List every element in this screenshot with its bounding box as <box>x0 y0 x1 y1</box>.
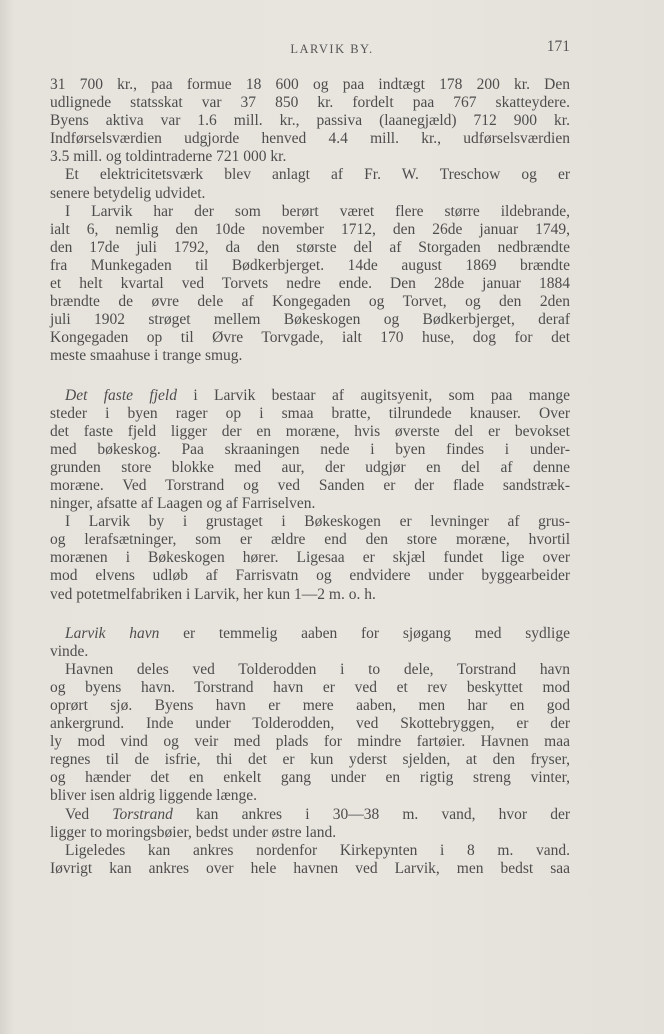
text-line: oprørt sjø. Byens havn er mere aaben, men har en god <box>50 697 570 714</box>
text-line: Indførselsværdien udgjorde henved 4.4 mill. kr., udførselsværdien <box>50 130 570 148</box>
paragraph <box>50 203 570 366</box>
text-line: brændte de øvre dele af Kongegaden og Torvet, og den 2den <box>50 293 570 311</box>
text-line: meste smaahuse i trange smug. <box>50 347 243 365</box>
text-line: steder i byen rager op i smaa bratte, tilrundede knauser. Over <box>50 404 570 422</box>
text-line: ligger to moringsbøier, bedst under østre land. <box>50 823 337 841</box>
text-line: Et elektricitetsværk blev anlagt af Fr. W. Treschow og er <box>65 166 570 184</box>
text-line: senere betydelig udvidet. <box>50 184 206 202</box>
paragraph <box>50 842 570 878</box>
running-title: LARVIK BY. <box>290 42 374 56</box>
text-line: et helt kvartal ved Torvets nedre ende. Den 28de januar 1884 <box>50 275 570 293</box>
text-line: morænen i Bøkeskogen hører. Ligesaa er skjæl fundet lige over <box>50 549 570 567</box>
text-line: 3.5 mill. og toldintraderne 721 000 kr. <box>50 148 287 166</box>
text-line: mod elvens udløb af Farrisvatn og endvidere under byggearbeider <box>50 567 570 585</box>
paragraph-gap <box>50 366 570 387</box>
paragraph <box>50 661 570 806</box>
text-line: I Larvik by i grustaget i Bøkeskogen er levninger af grus- <box>65 513 570 531</box>
text-line: fra Munkegaden til Bødkerbjerget. 14de august 1869 brændte <box>50 256 570 274</box>
text-line: grunden store blokke med aur, der udgjør en del af denne <box>50 458 570 476</box>
italic-term: Torstrand <box>112 805 173 823</box>
text-line <box>50 625 570 643</box>
paragraph <box>50 76 570 166</box>
line-text: Ved <box>65 805 113 823</box>
paragraph <box>50 625 570 661</box>
text-line: ly mod vind og veir med plads for mindre fartøier. Havnen maa <box>50 733 570 751</box>
text-line: regnes til de isfrie, thi det er kun yderst sjelden, at den fryser, <box>50 751 570 769</box>
text-line: Havnen deles ved Tolderodden i to dele, Torstrand havn <box>65 660 570 678</box>
paragraph-gap <box>50 604 570 625</box>
text-line: ved potetmelfabriken i Larvik, her kun 1—2 m. o. h. <box>50 585 376 603</box>
text-line: og byens havn. Torstrand havn er ved et rev beskyttet mod <box>50 678 570 696</box>
text-line: og hænder det en enkelt gang under en rigtig streng vinter, <box>50 769 570 787</box>
text-line: ninger, afsatte af Laagen og af Farriselven. <box>50 495 316 513</box>
text-line: Ligeledes kan ankres nordenfor Kirkepynten i 8 m. vand. <box>65 841 570 859</box>
text-line: udlignede statsskat var 37 850 kr. fordelt paa 767 skatteydere. <box>50 94 570 112</box>
text-line: moræne. Ved Torstrand og ved Sanden er der flade sandstræk- <box>50 476 570 494</box>
paragraph <box>50 166 570 202</box>
line-text: i Larvik bestaar af augitsyenit, som paa mange <box>176 386 571 404</box>
text-line: og lerafsætninger, som er ældre end den store moræne, hvortil <box>50 531 570 549</box>
text-line <box>50 387 570 405</box>
text-line: vinde. <box>50 642 89 660</box>
page-number: 171 <box>546 38 570 55</box>
text-line: Kongegaden op til Øvre Torvgade, ialt 170 huse, dog for det <box>50 329 570 347</box>
text-line: 31 700 kr., paa formue 18 600 og paa indtægt 178 200 kr. Den <box>50 76 570 93</box>
text-line: ankergrund. Inde under Tolderodden, ved Skottebryggen, er der <box>50 715 570 733</box>
text-line: med bøkeskog. Paa skraaningen nede i byen findes i under- <box>50 440 570 458</box>
italic-lead: Det faste fjeld <box>65 386 177 404</box>
text-line: Iøvrigt kan ankres over hele havnen ved Larvik, men bedst saa <box>50 859 570 877</box>
text-line: ialt 6, nemlig den 10de november 1712, den 26de januar 1749, <box>50 220 570 238</box>
text-line: Byens aktiva var 1.6 mill. kr., passiva (laanegjæld) 712 900 kr. <box>50 112 570 130</box>
paragraph <box>50 513 570 603</box>
body-text <box>50 76 570 878</box>
paragraph <box>50 387 570 514</box>
text-line: I Larvik har der som berørt været flere større ildebrande, <box>65 202 570 220</box>
text-line <box>50 806 570 824</box>
paragraph <box>50 806 570 842</box>
line-text: kan ankres i 30—38 m. vand, hvor der <box>172 805 571 823</box>
italic-lead: Larvik havn <box>65 624 160 642</box>
text-line: den 17de juli 1792, da den største del af Storgaden nedbrændte <box>50 238 570 256</box>
line-text: er temmelig aaben for sjøgang med sydlige <box>159 624 570 642</box>
text-line: juli 1902 strøget mellem Bøkeskogen og Bødkerbjerget, deraf <box>50 311 570 329</box>
page-header <box>0 38 664 62</box>
text-line: det faste fjeld ligger der en moræne, hvis øverste del er bevokset <box>50 422 570 440</box>
text-line: bliver isen aldrig liggende længe. <box>50 787 258 805</box>
